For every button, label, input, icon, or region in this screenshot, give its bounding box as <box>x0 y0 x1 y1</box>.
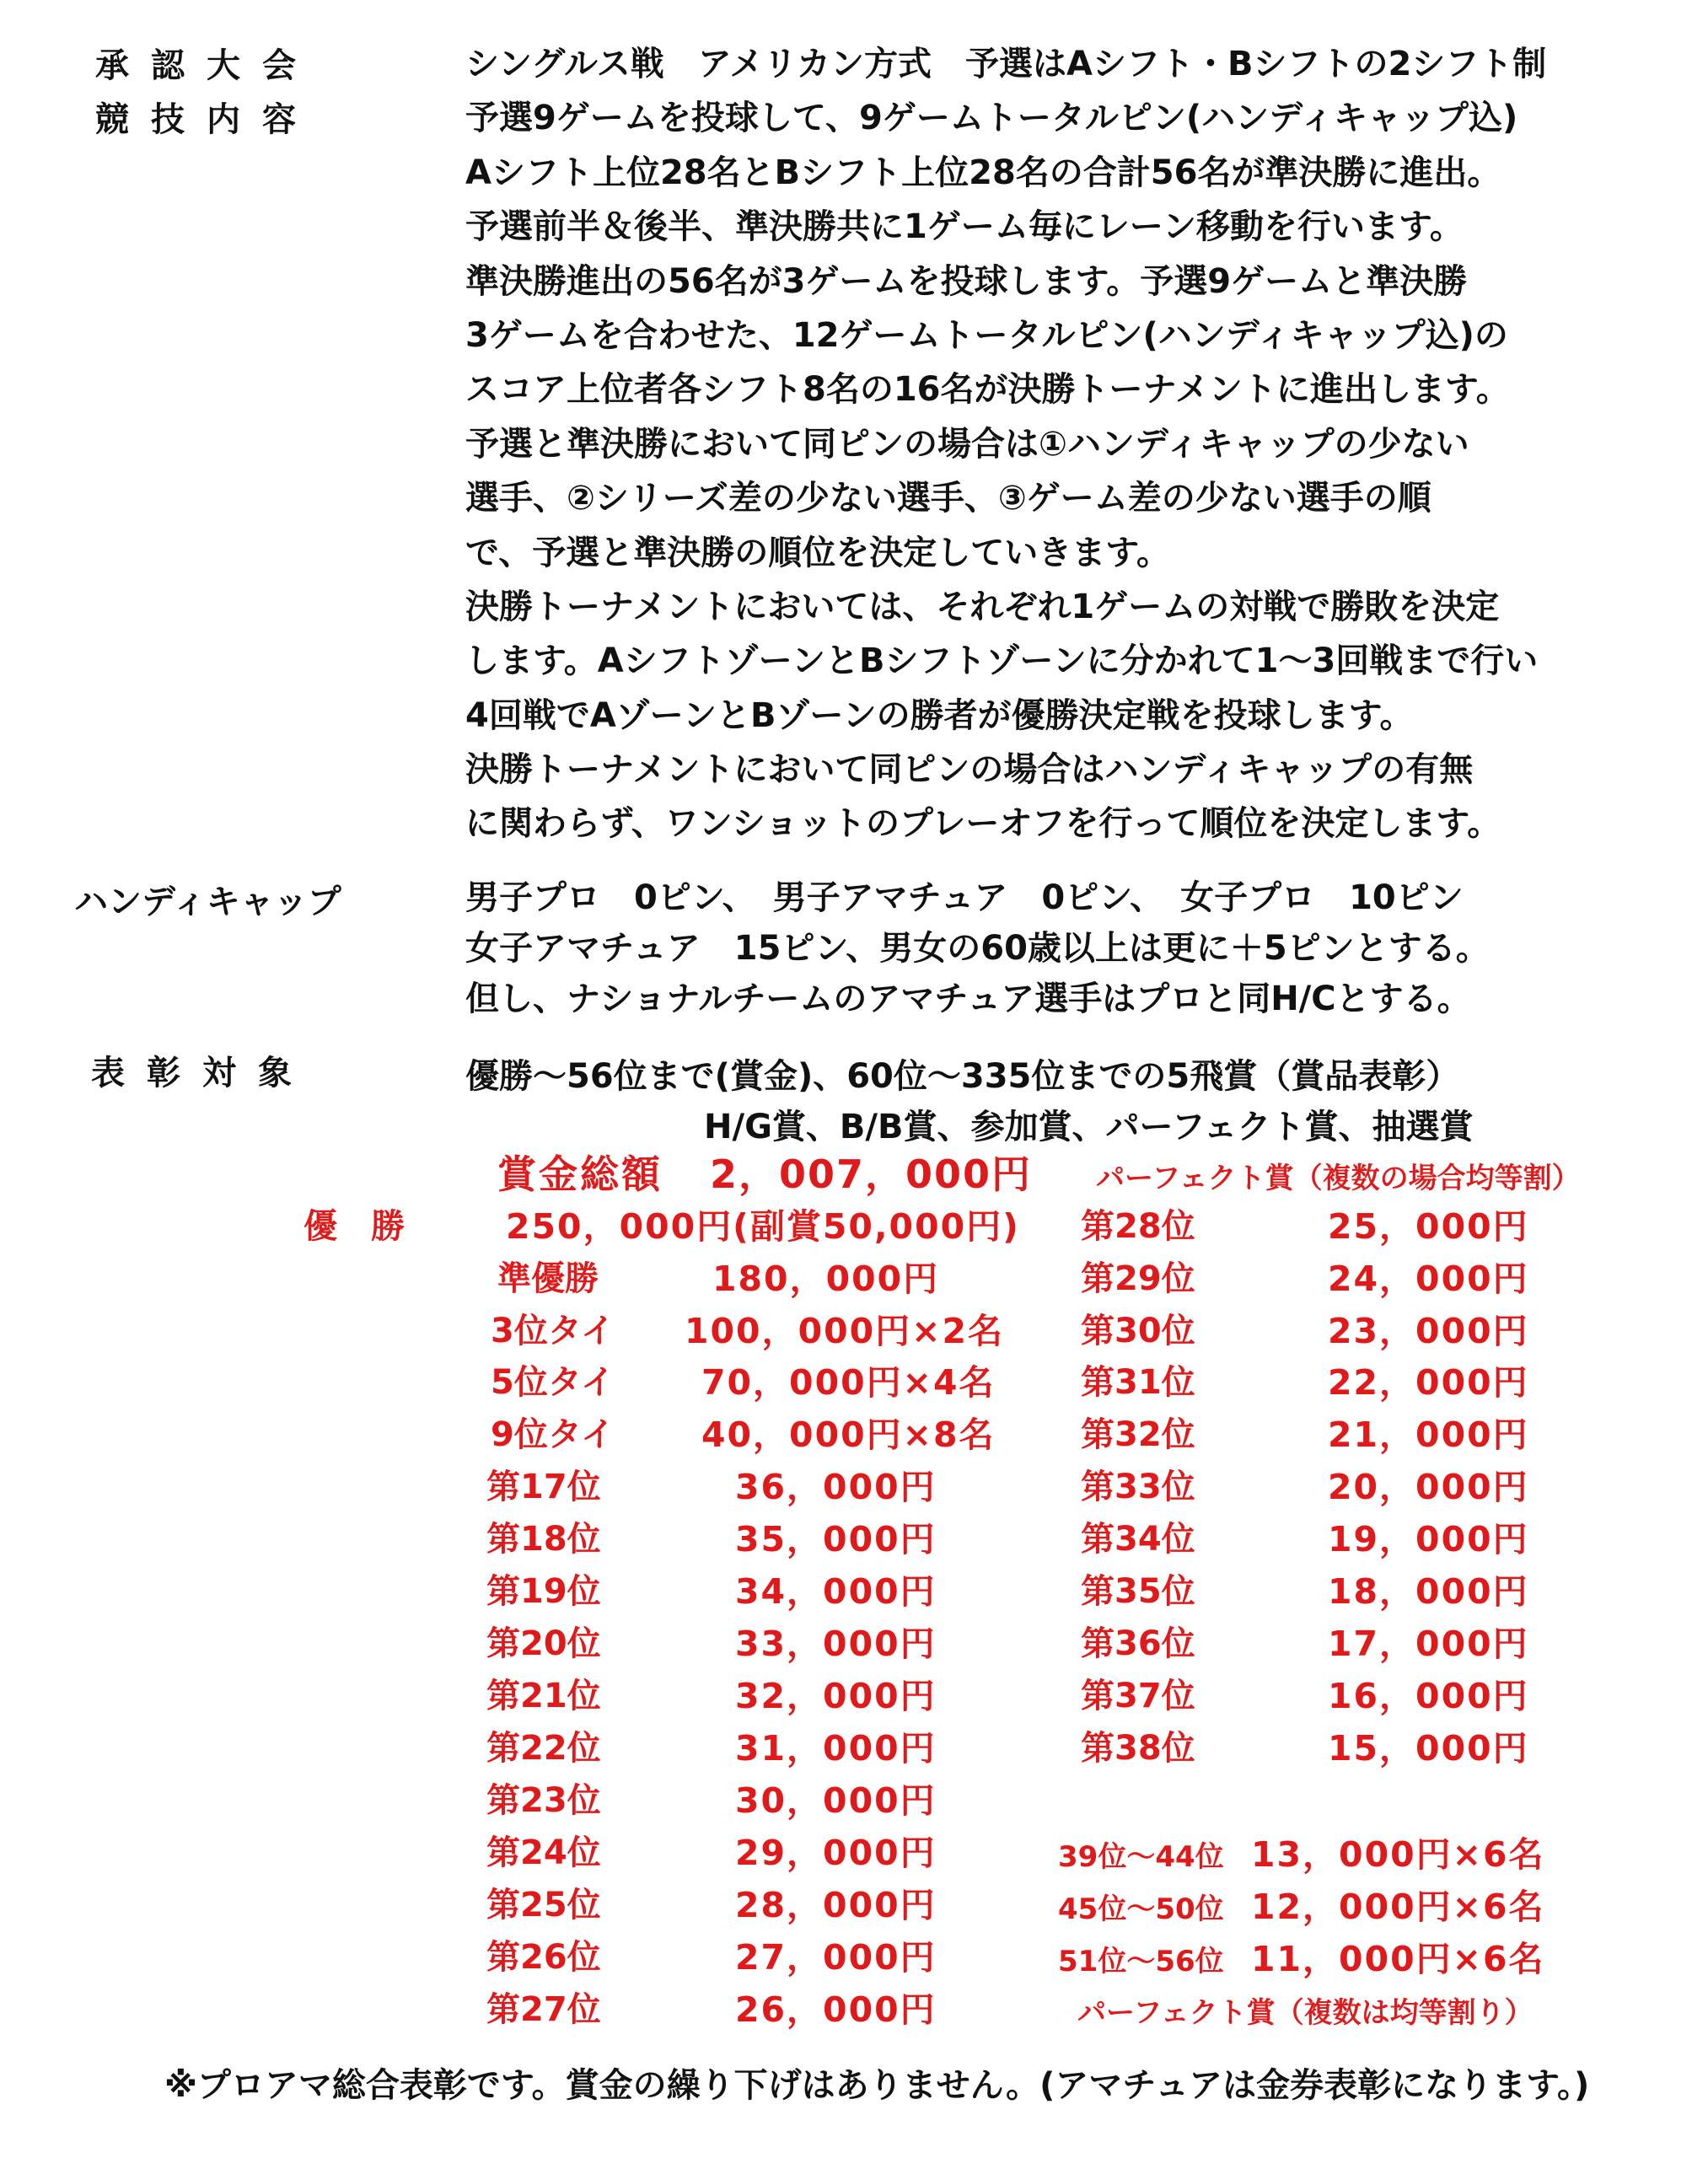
prize-place: 第30位 <box>1081 1312 1195 1350</box>
prize-amount: 19，000円 <box>1328 1519 1529 1559</box>
prize-amount: 34，000円 <box>735 1571 937 1612</box>
prize-place: 3位タイ <box>491 1312 615 1350</box>
prize-amount: 29，000円 <box>735 1833 937 1873</box>
prize-amount: 30，000円 <box>735 1780 937 1821</box>
perfect-award-note-top: パーフェクト賞（複数の場合均等割） <box>1096 1162 1581 1195</box>
prize-place: 第20位 <box>486 1624 601 1663</box>
prize-amount: 20，000円 <box>1328 1467 1529 1507</box>
prize-amount: 27，000円 <box>735 1937 937 1978</box>
prize-amount: 35，000円 <box>735 1519 937 1559</box>
prize-place: 第18位 <box>486 1520 601 1559</box>
prize-range-amount: 13，000円×6名 <box>1251 1834 1545 1875</box>
prize-amount: 15，000円 <box>1328 1728 1529 1769</box>
prize-place: 第38位 <box>1081 1729 1195 1768</box>
prize-place: 第29位 <box>1081 1259 1195 1298</box>
rules-line: スコア上位者各シフト8名の16名が決勝トーナメントに進出します。 <box>465 370 1510 410</box>
prize-place: 第19位 <box>486 1572 601 1611</box>
rules-line: に関わらず、ワンショットのプレーオフを行って順位を決定します。 <box>465 804 1501 844</box>
prize-amount: 31，000円 <box>735 1728 937 1769</box>
prize-place: 第21位 <box>486 1677 601 1715</box>
prize-place: 第24位 <box>486 1833 601 1872</box>
prize-place: 9位タイ <box>491 1415 615 1454</box>
prize-amount: 32，000円 <box>735 1676 937 1716</box>
prize-amount: 16，000円 <box>1328 1676 1529 1716</box>
winner-amount: 250，000円(副賞50,000円) <box>506 1206 1020 1247</box>
prize-range-amount: 11，000円×6名 <box>1251 1939 1545 1979</box>
rules-paragraph <box>465 37 1679 851</box>
prize-place: 第36位 <box>1081 1624 1195 1663</box>
rules-line: シングルス戦 アメリカン方式 予選はAシフト・Bシフトの2シフト制 <box>465 45 1547 83</box>
prize-amount: 28，000円 <box>735 1885 937 1925</box>
perfect-award-note-bottom: パーフェクト賞（複数は均等割り） <box>1077 1996 1533 2030</box>
prize-amount: 25，000円 <box>1328 1206 1529 1247</box>
prize-place: 第31位 <box>1081 1363 1195 1402</box>
rules-line: 予選と準決勝において同ピンの場合は①ハンディキャップの少ない <box>465 424 1469 464</box>
prize-place: 第33位 <box>1081 1468 1195 1506</box>
prize-range-place: 45位～50位 <box>1058 1892 1224 1926</box>
prize-amount: 18，000円 <box>1328 1571 1529 1612</box>
rules-line: Aシフト上位28名とBシフト上位28名の合計56名が準決勝に進出。 <box>465 153 1501 192</box>
prize-range-amount: 12，000円×6名 <box>1251 1887 1545 1927</box>
winner-label: 優 勝 <box>303 1207 405 1246</box>
prize-amount: 22，000円 <box>1328 1362 1529 1403</box>
rules-line: 選手、②シリーズ差の少ない選手、③ゲーム差の少ない選手の順 <box>465 479 1431 518</box>
footer-note: ※プロアマ総合表彰です。賞金の繰り下げはありません。(アマチュアは金券表彰になります。) <box>164 2066 1590 2105</box>
rules-line: 予選前半＆後半、準決勝共に1ゲーム毎にレーン移動を行います。 <box>465 207 1464 247</box>
rules-line: 決勝トーナメントにおいては、それぞれ1ゲームの対戦で勝敗を決定 <box>465 587 1500 626</box>
prize-amount: 33，000円 <box>735 1624 937 1664</box>
prize-place: 第26位 <box>486 1938 601 1977</box>
rules-line: 予選9ゲームを投球して、9ゲームトータルピン(ハンディキャップ込) <box>465 99 1518 138</box>
prize-amount: 26，000円 <box>735 1989 937 2030</box>
prize-place: 第27位 <box>486 1990 601 2029</box>
label-sanctioned-event: 承認大会 <box>95 46 318 85</box>
label-awards: 表彰対象 <box>91 1054 314 1092</box>
prize-place: 第17位 <box>486 1468 601 1506</box>
prize-place: 第37位 <box>1081 1677 1195 1715</box>
prize-total-amount: 2，007，000円 <box>710 1151 1033 1197</box>
awards-line-1: 優勝～56位まで(賞金)、60位～335位までの5飛賞（賞品表彰） <box>465 1057 1460 1096</box>
handicap-text <box>465 872 1490 1024</box>
awards-line-2: H/G賞、B/B賞、参加賞、パーフェクト賞、抽選賞 <box>704 1108 1474 1146</box>
prize-amount: 100，000円×2名 <box>685 1311 1005 1351</box>
handicap-line: 男子プロ 0ピン、 男子アマチュア 0ピン、 女子プロ 10ピン <box>465 878 1464 917</box>
prize-amount: 23，000円 <box>1328 1311 1529 1351</box>
prize-amount: 24，000円 <box>1328 1259 1529 1299</box>
prize-amount: 17，000円 <box>1328 1624 1529 1664</box>
prize-range-place: 51位～56位 <box>1058 1945 1224 1978</box>
prize-amount: 70，000円×4名 <box>701 1362 996 1403</box>
prize-place: 第22位 <box>486 1729 601 1768</box>
prize-amount: 40，000円×8名 <box>701 1415 996 1455</box>
rules-line: 3ゲームを合わせた、12ゲームトータルピン(ハンディキャップ込)の <box>465 315 1508 355</box>
prize-place: 第28位 <box>1081 1207 1195 1246</box>
handicap-line: 女子アマチュア 15ピン、男女の60歳以上は更に＋5ピンとする。 <box>465 929 1490 968</box>
prize-range-place: 39位～44位 <box>1058 1840 1224 1874</box>
prize-amount: 180，000円 <box>712 1259 940 1299</box>
handicap-line: 但し、ナショナルチームのアマチュア選手はプロと同H/Cとする。 <box>465 980 1471 1018</box>
rules-line: 準決勝進出の56名が3ゲームを投球します。予選9ゲームと準決勝 <box>465 261 1468 301</box>
prize-place: 第34位 <box>1081 1520 1195 1559</box>
prize-place: 第25位 <box>486 1886 601 1924</box>
prize-amount: 36，000円 <box>735 1467 937 1507</box>
label-handicap: ハンディキャップ <box>74 883 341 921</box>
prize-place: 準優勝 <box>497 1259 599 1298</box>
rules-line: で、予選と準決勝の順位を決定していきます。 <box>465 533 1170 572</box>
prize-place: 第32位 <box>1081 1415 1195 1454</box>
prize-total-label: 賞金総額 <box>497 1151 663 1197</box>
rules-line: 4回戦でAゾーンとBゾーンの勝者が優勝決定戦を投球します。 <box>465 695 1414 735</box>
rules-line: します。AシフトゾーンとBシフトゾーンに分かれて1～3回戦まで行い <box>465 641 1539 681</box>
rules-line: 決勝トーナメントにおいて同ピンの場合はハンディキャップの有無 <box>465 750 1474 790</box>
prize-place: 5位タイ <box>491 1363 615 1402</box>
prize-amount: 21，000円 <box>1328 1415 1529 1455</box>
prize-place: 第23位 <box>486 1781 601 1820</box>
label-competition-content: 競技内容 <box>95 100 318 139</box>
prize-place: 第35位 <box>1081 1572 1195 1611</box>
